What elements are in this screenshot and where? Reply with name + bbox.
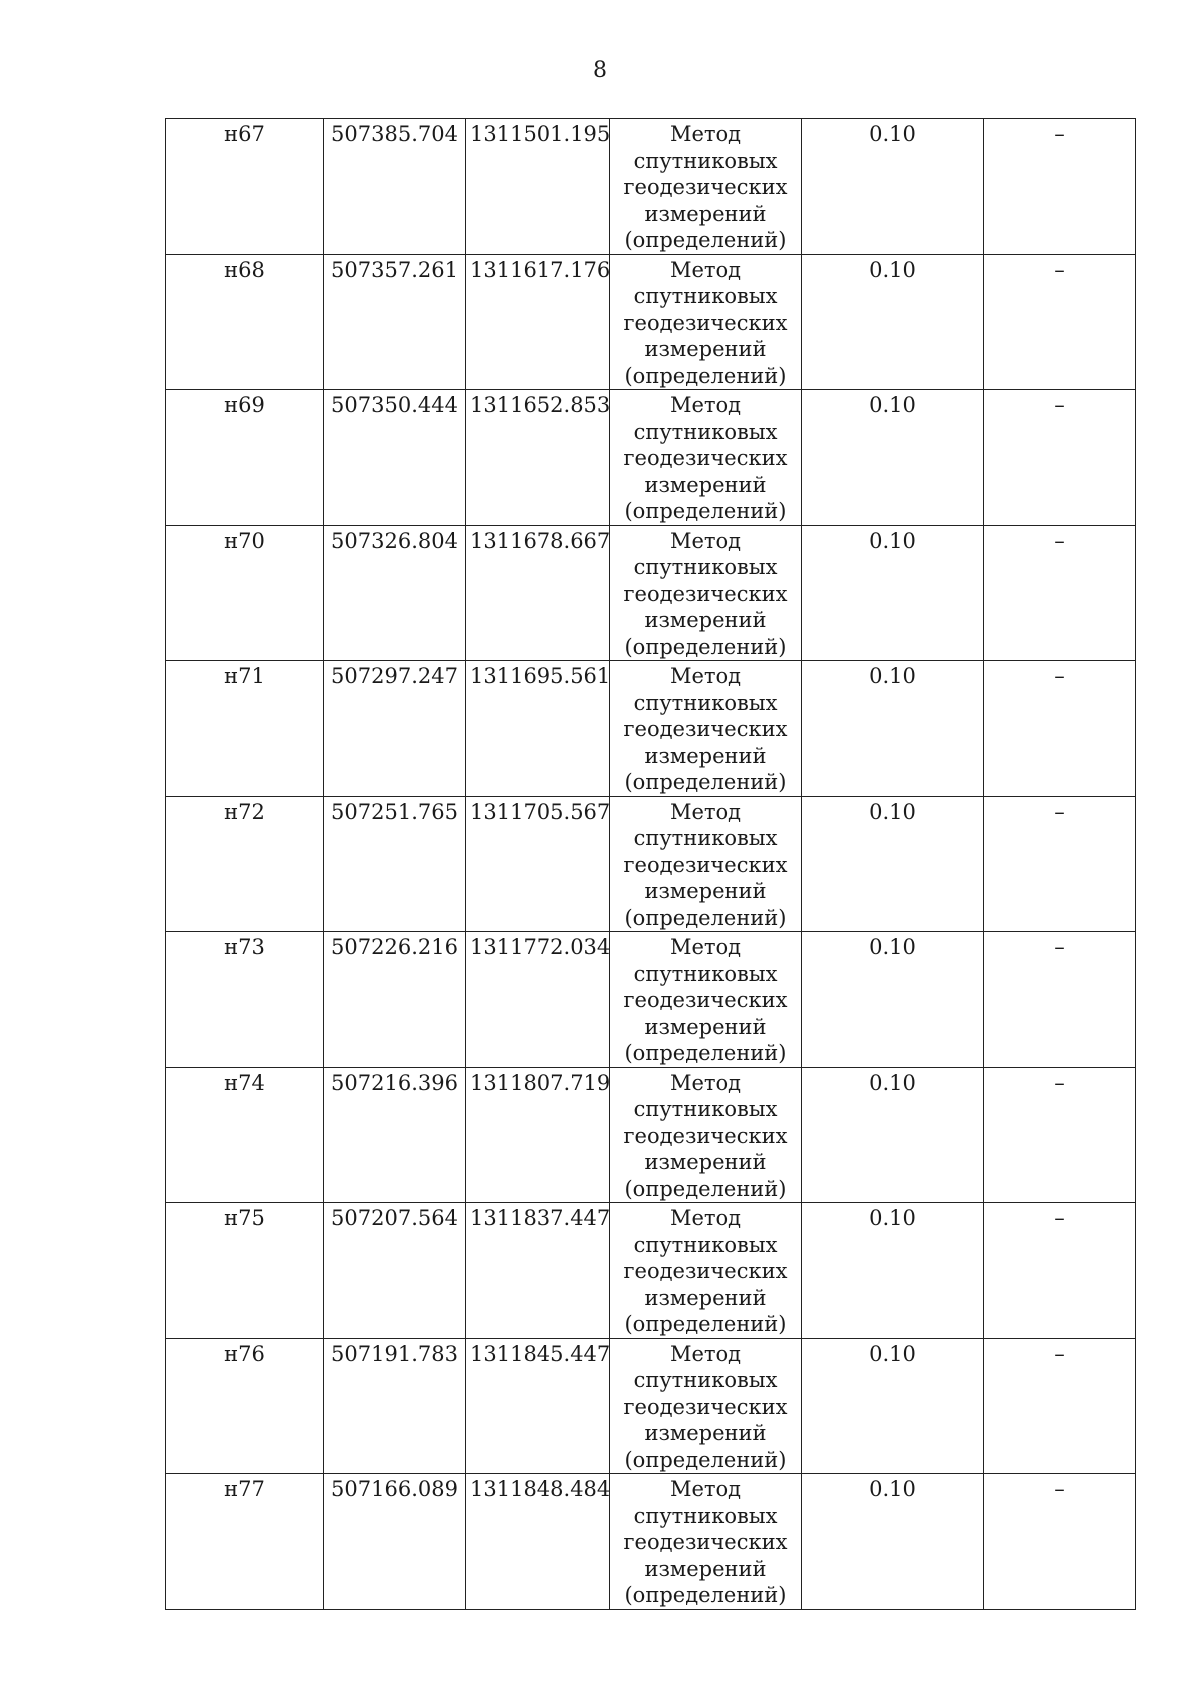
y-coordinate-cell: 1311772.034 [466, 932, 610, 1068]
y-coordinate-cell: 1311652.853 [466, 390, 610, 526]
table-row [166, 1203, 1136, 1339]
method-cell: Метод спутниковых геодезических измерений (определений) [610, 1474, 802, 1610]
y-coordinate-cell: 1311501.195 [466, 119, 610, 255]
method-cell: Метод спутниковых геодезических измерений (определений) [610, 1067, 802, 1203]
point-cell: н72 [166, 796, 324, 932]
table-row [166, 525, 1136, 661]
note-cell: – [984, 254, 1136, 390]
method-cell: Метод спутниковых геодезических измерений (определений) [610, 661, 802, 797]
note-cell: – [984, 1067, 1136, 1203]
y-coordinate-cell: 1311848.484 [466, 1474, 610, 1610]
x-coordinate-cell: 507385.704 [324, 119, 466, 255]
page-number: 8 [593, 58, 607, 83]
note-cell: – [984, 525, 1136, 661]
y-coordinate-cell: 1311695.561 [466, 661, 610, 797]
point-cell: н67 [166, 119, 324, 255]
method-cell: Метод спутниковых геодезических измерений (определений) [610, 254, 802, 390]
method-cell: Метод спутниковых геодезических измерений (определений) [610, 796, 802, 932]
table-row [166, 1067, 1136, 1203]
method-cell: Метод спутниковых геодезических измерений (определений) [610, 1338, 802, 1474]
y-coordinate-cell: 1311807.719 [466, 1067, 610, 1203]
x-coordinate-cell: 507216.396 [324, 1067, 466, 1203]
method-cell: Метод спутниковых геодезических измерений (определений) [610, 119, 802, 255]
accuracy-cell: 0.10 [802, 525, 984, 661]
table-row [166, 796, 1136, 932]
accuracy-cell: 0.10 [802, 1203, 984, 1339]
y-coordinate-cell: 1311678.667 [466, 525, 610, 661]
accuracy-cell: 0.10 [802, 796, 984, 932]
note-cell: – [984, 1338, 1136, 1474]
note-cell: – [984, 390, 1136, 526]
point-cell: н71 [166, 661, 324, 797]
x-coordinate-cell: 507166.089 [324, 1474, 466, 1610]
y-coordinate-cell: 1311845.447 [466, 1338, 610, 1474]
coordinates-table-body [166, 119, 1136, 1610]
note-cell: – [984, 119, 1136, 255]
x-coordinate-cell: 507350.444 [324, 390, 466, 526]
accuracy-cell: 0.10 [802, 1474, 984, 1610]
point-cell: н76 [166, 1338, 324, 1474]
x-coordinate-cell: 507207.564 [324, 1203, 466, 1339]
point-cell: н77 [166, 1474, 324, 1610]
note-cell: – [984, 932, 1136, 1068]
point-cell: н68 [166, 254, 324, 390]
x-coordinate-cell: 507326.804 [324, 525, 466, 661]
y-coordinate-cell: 1311617.176 [466, 254, 610, 390]
coordinates-table [165, 118, 1136, 1610]
x-coordinate-cell: 507357.261 [324, 254, 466, 390]
table-row [166, 254, 1136, 390]
y-coordinate-cell: 1311837.447 [466, 1203, 610, 1339]
x-coordinate-cell: 507191.783 [324, 1338, 466, 1474]
method-cell: Метод спутниковых геодезических измерений (определений) [610, 932, 802, 1068]
note-cell: – [984, 1203, 1136, 1339]
point-cell: н70 [166, 525, 324, 661]
table-row [166, 1338, 1136, 1474]
coordinates-table-container [165, 118, 1135, 1610]
accuracy-cell: 0.10 [802, 119, 984, 255]
point-cell: н74 [166, 1067, 324, 1203]
method-cell: Метод спутниковых геодезических измерений (определений) [610, 525, 802, 661]
table-row [166, 390, 1136, 526]
accuracy-cell: 0.10 [802, 1067, 984, 1203]
accuracy-cell: 0.10 [802, 1338, 984, 1474]
x-coordinate-cell: 507297.247 [324, 661, 466, 797]
x-coordinate-cell: 507251.765 [324, 796, 466, 932]
point-cell: н69 [166, 390, 324, 526]
x-coordinate-cell: 507226.216 [324, 932, 466, 1068]
accuracy-cell: 0.10 [802, 661, 984, 797]
table-row [166, 1474, 1136, 1610]
note-cell: – [984, 661, 1136, 797]
note-cell: – [984, 1474, 1136, 1610]
accuracy-cell: 0.10 [802, 390, 984, 526]
accuracy-cell: 0.10 [802, 932, 984, 1068]
table-row [166, 119, 1136, 255]
table-row [166, 661, 1136, 797]
method-cell: Метод спутниковых геодезических измерений (определений) [610, 1203, 802, 1339]
table-row [166, 932, 1136, 1068]
method-cell: Метод спутниковых геодезических измерений (определений) [610, 390, 802, 526]
point-cell: н75 [166, 1203, 324, 1339]
point-cell: н73 [166, 932, 324, 1068]
accuracy-cell: 0.10 [802, 254, 984, 390]
y-coordinate-cell: 1311705.567 [466, 796, 610, 932]
note-cell: – [984, 796, 1136, 932]
